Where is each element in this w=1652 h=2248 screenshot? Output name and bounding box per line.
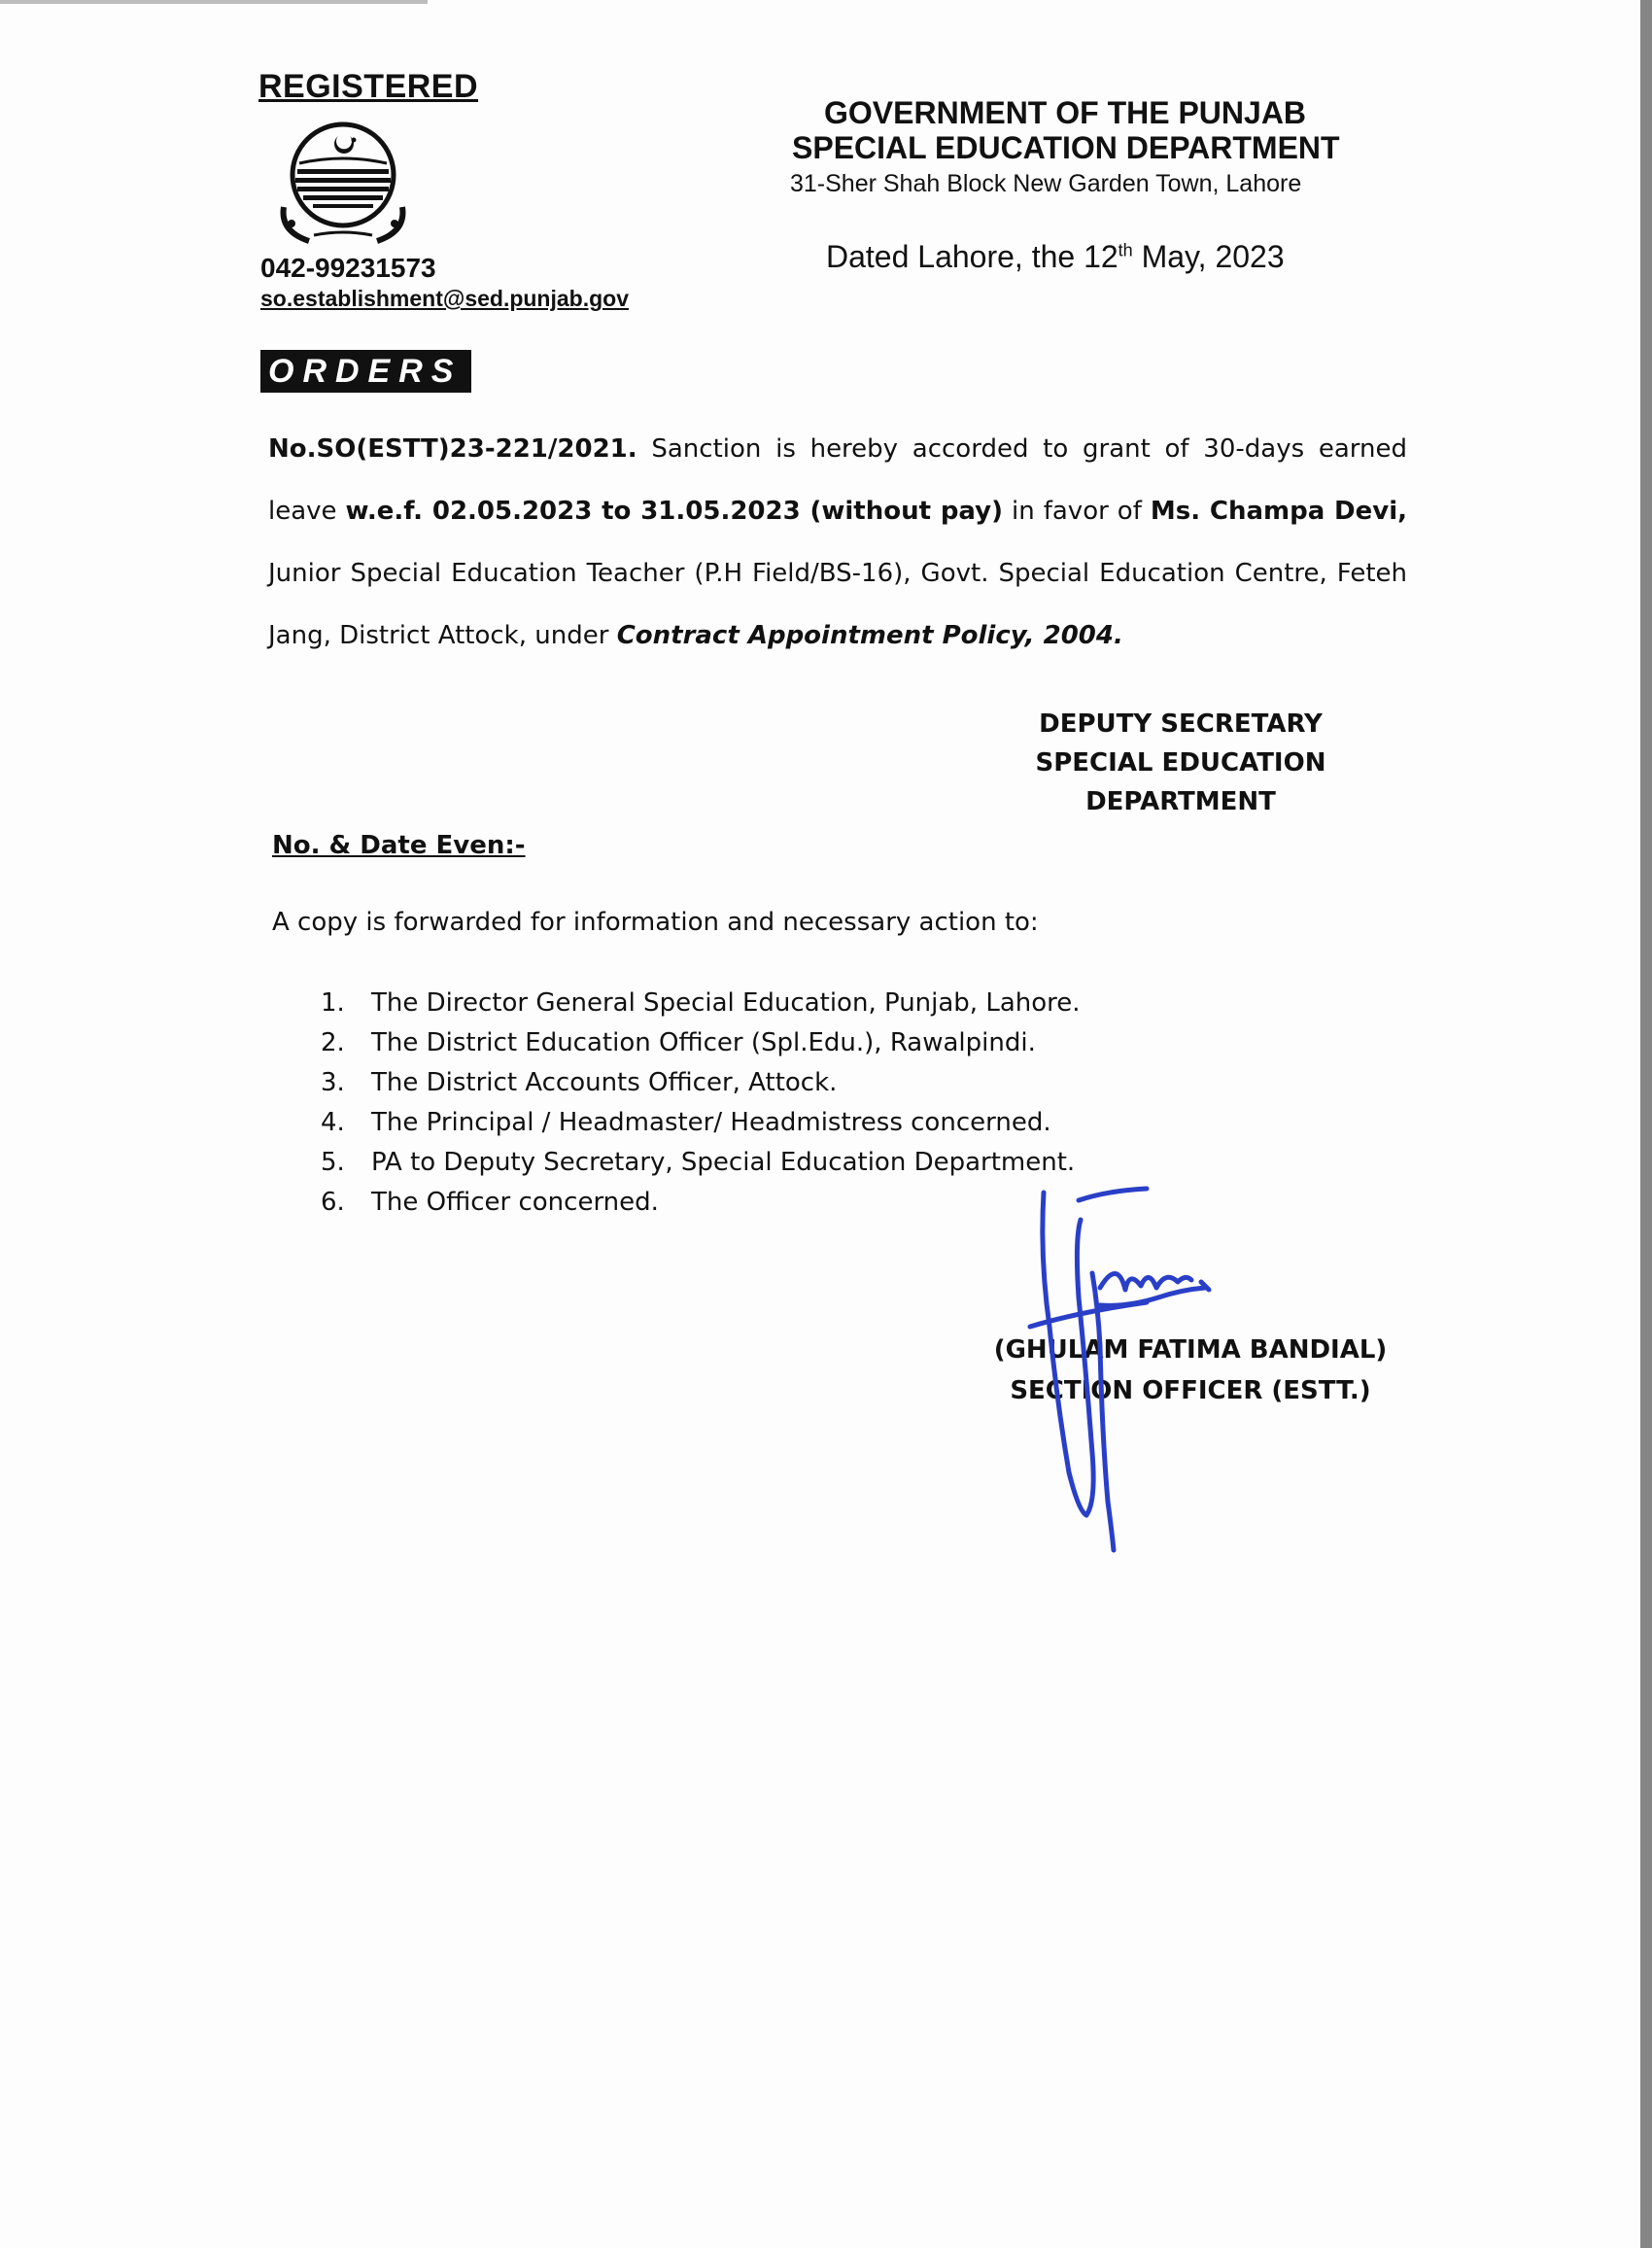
list-item-number: 3. [321,1068,345,1097]
date-line [826,239,1285,275]
order-text-1: Sanction is hereby accorded to grant of 30-days earned leave [268,434,1407,526]
list-item-text: The Director General Special Education, Punjab, Lahore. [371,988,1081,1018]
no-date-even: No. & Date Even:- [272,831,526,860]
date-suffix-sup: th [1118,240,1133,260]
list-item-text: The District Education Officer (Spl.Edu.), Rawalpindi. [371,1028,1036,1057]
deputy-secretary-block [1011,705,1351,821]
scan-edge-right [1640,0,1652,2248]
list-item-text: The District Accounts Officer, Attock. [371,1068,838,1097]
list-item [321,1063,1081,1103]
list-item [321,1023,1081,1063]
registered-label: REGISTERED [258,68,479,105]
list-item [321,984,1081,1023]
list-item-number: 6. [321,1188,345,1217]
email-address: so.establishment@sed.punjab.gov [260,286,629,311]
deputy-line-2: SPECIAL EDUCATION [1035,748,1326,778]
policy-name: Contract Appointment Policy, 2004. [616,621,1123,650]
date-prefix: Dated Lahore, the 12 [826,239,1119,274]
phone-number: 042-99231573 [260,253,436,283]
deputy-line-1: DEPUTY SECRETARY [1039,709,1323,739]
list-item-text: The Principal / Headmaster/ Headmistress concerned. [371,1108,1051,1137]
orders-badge: ORDERS [260,350,471,393]
list-item-number: 2. [321,1028,345,1057]
copy-forwarded-intro: A copy is forwarded for information and necessary action to: [272,908,1039,937]
order-text-2: in favor of [1003,497,1151,526]
signatory-name: (GHULAM FATIMA BANDIAL) [993,1335,1388,1365]
government-title: GOVERNMENT OF THE PUNJAB [824,95,1307,130]
order-number: No.SO(ESTT)23-221/2021. [268,434,637,464]
distribution-list [321,984,1081,1223]
list-item-number: 5. [321,1148,345,1177]
department-address: 31-Sher Shah Block New Garden Town, Lahore [790,170,1302,197]
list-item-text: PA to Deputy Secretary, Special Education Department. [371,1148,1076,1177]
list-item [321,1103,1081,1143]
punjab-emblem-icon [270,115,416,251]
list-item-number: 1. [321,988,345,1018]
list-item [321,1143,1081,1183]
deputy-line-3: DEPARTMENT [1085,787,1276,816]
date-month-year: May, 2023 [1132,239,1285,274]
leave-period: w.e.f. 02.05.2023 to 31.05.2023 (without pay) [345,497,1004,526]
list-item [321,1183,1081,1223]
list-item-number: 4. [321,1108,345,1137]
list-item-text: The Officer concerned. [371,1188,659,1217]
department-title: SPECIAL EDUCATION DEPARTMENT [792,130,1340,165]
order-text-3: Junior Special Education Teacher (P.H Field/BS-16), Govt. Special Education Centre, Feteh Jang, District Attock, under [268,559,1407,650]
order-paragraph [268,418,1407,667]
employee-name: Ms. Champa Devi, [1150,497,1408,526]
handwritten-signature [1011,1181,1244,1560]
scan-edge-top [0,0,428,4]
signatory-title: SECTION OFFICER (ESTT.) [1010,1376,1371,1405]
